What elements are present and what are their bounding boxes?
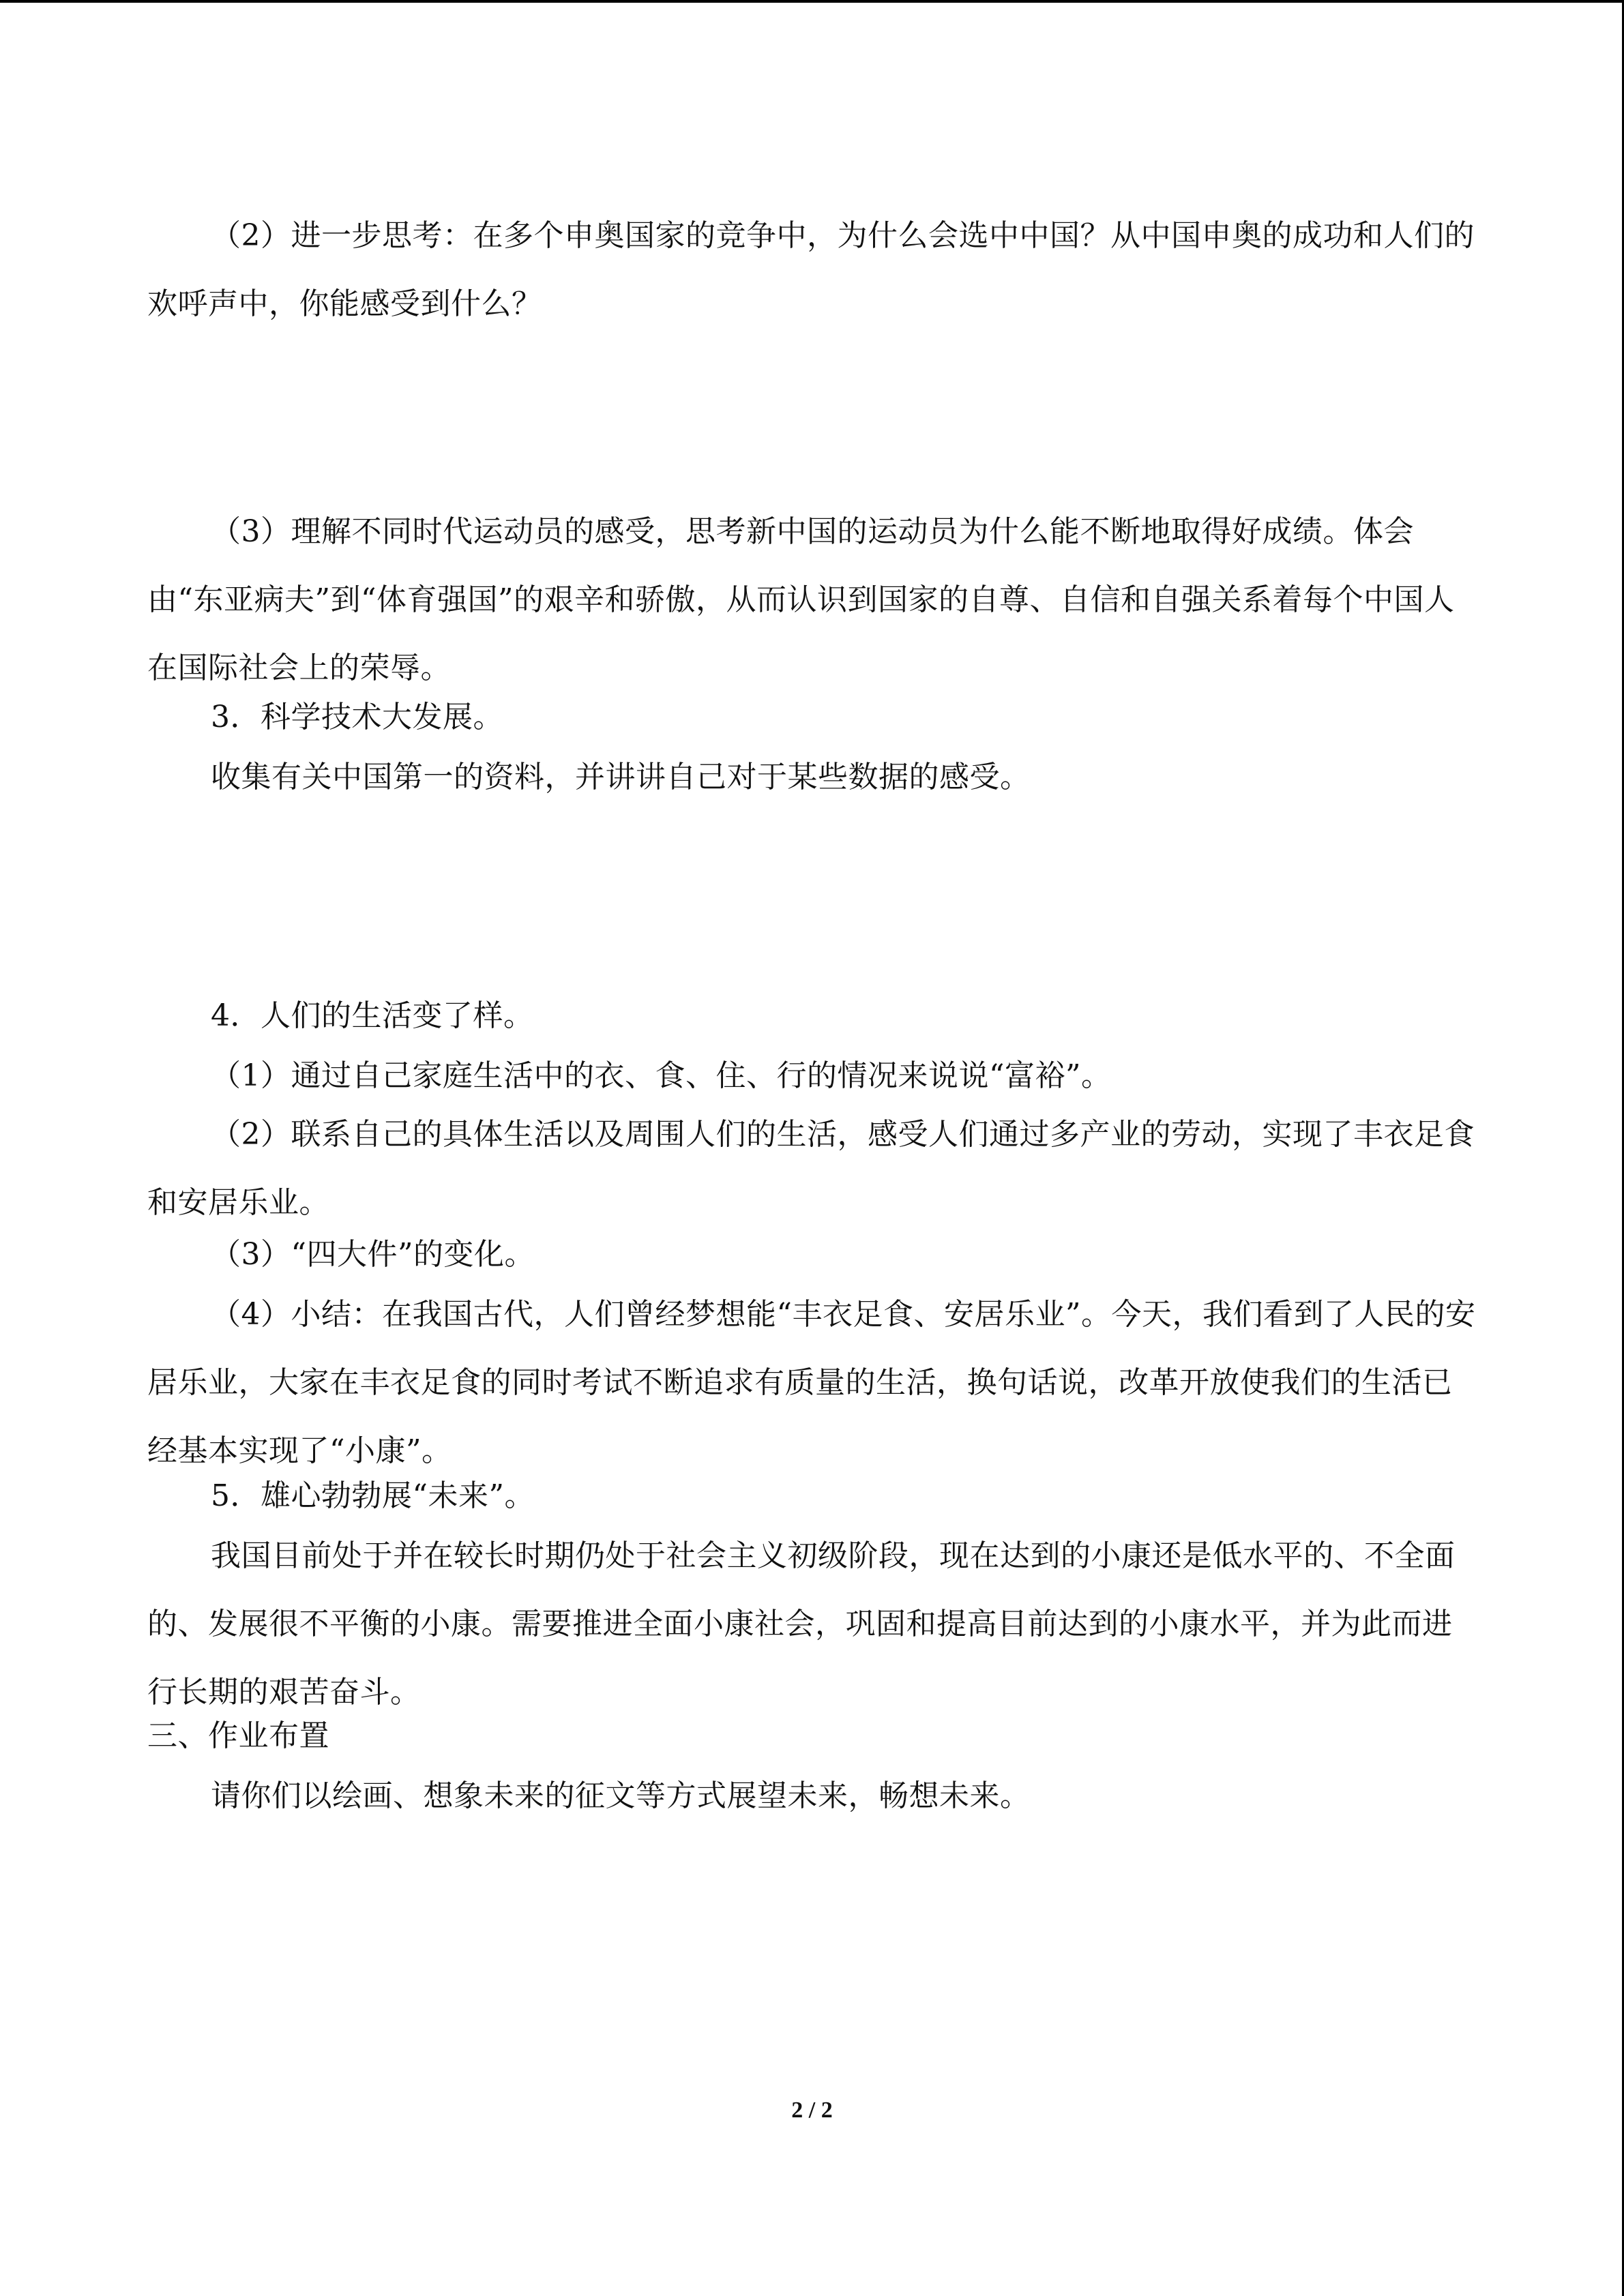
heading-life-changes: 4．人们的生活变了样。 [211,998,534,1033]
heading-science-technology: 3．科学技术大发展。 [211,700,503,734]
paragraph-four-big-items: （3）“四大件”的变化。 [211,1237,535,1272]
paragraph-athletes-feelings: （3）理解不同时代运动员的感受，思考新中国的运动员为什么能不断地取得好成绩。体会由“东亚病夫”到“体育强国”的艰辛和骄傲，从而认识到国家的自尊、自信和自强关系着每个中国人在国际社会上的荣辱。 [147,514,1455,685]
heading-homework: 三、作业布置 [147,1718,329,1753]
page-number: 2 / 2 [791,2098,833,2123]
page-top-border [0,0,1624,3]
paragraph-china-firsts: 收集有关中国第一的资料，并讲讲自己对于某些数据的感受。 [211,760,1031,794]
paragraph-homework-task: 请你们以绘画、想象未来的征文等方式展望未来，畅想未来。 [211,1778,1031,1813]
heading-future: 5．雄心勃勃展“未来”。 [211,1478,535,1513]
paragraph-summary: （4）小结：在我国古代，人们曾经梦想能“丰衣足食、安居乐业”。今天，我们看到了人民的安居乐业，大家在丰衣足食的同时考试不断追求有质量的生活，换句话说，改革开放使我们的生活已经基本实现了“小康”。 [147,1297,1476,1468]
paragraph-olympic-question: （2）进一步思考：在多个申奥国家的竞争中，为什么会选中中国？从中国申奥的成功和人们的欢呼声中，你能感受到什么？ [147,218,1475,321]
paragraph-family-life: （1）通过自己家庭生活中的衣、食、住、行的情况来说说“富裕”。 [211,1058,1112,1093]
paragraph-xiaokang: 我国目前处于并在较长时期仍处于社会主义初级阶段，现在达到的小康还是低水平的、不全面的、发展很不平衡的小康。需要推进全面小康社会，巩固和提高目前达到的小康水平，并为此而进行长期的艰苦奋斗。 [147,1538,1456,1710]
paragraph-surrounding-life: （2）联系自己的具体生活以及周围人们的生活，感受人们通过多产业的劳动，实现了丰衣足食和安居乐业。 [147,1117,1475,1220]
